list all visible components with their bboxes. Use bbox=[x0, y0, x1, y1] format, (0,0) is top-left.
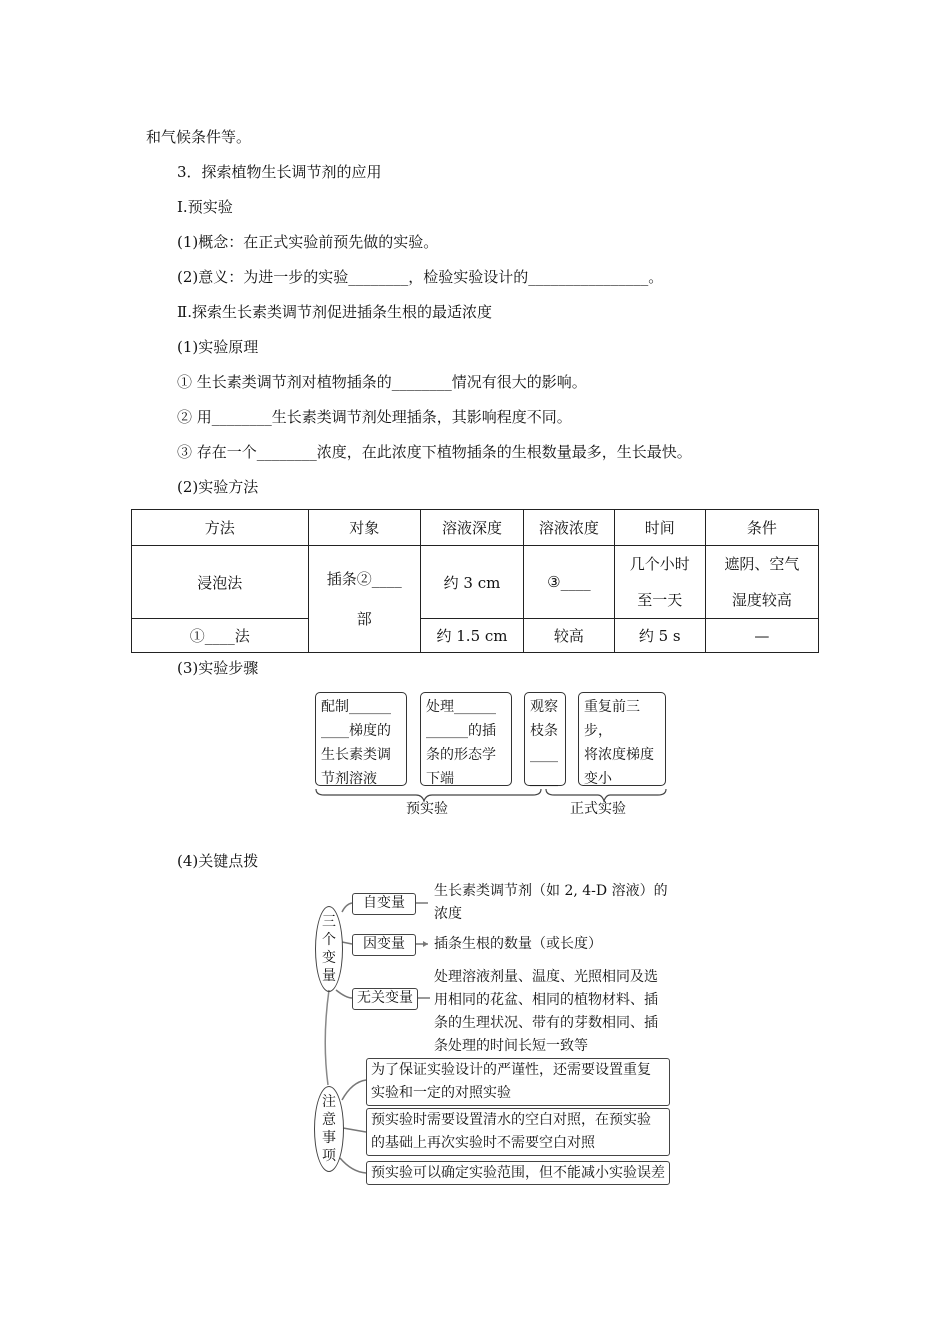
subsection-heading: Ⅱ.探索生长素类调节剂促进插条生根的最适浓度 bbox=[177, 303, 492, 321]
table-header: 时间 bbox=[614, 510, 705, 546]
three-variables-node: 三 个 变 量 bbox=[315, 906, 343, 992]
table-cell: — bbox=[705, 619, 818, 653]
formal-experiment-label: 正式实验 bbox=[570, 801, 626, 817]
table-header: 条件 bbox=[705, 510, 818, 546]
note-box: 为了保证实验设计的严谨性，还需要设置重复 实验和一定的对照实验 bbox=[366, 1058, 670, 1106]
text-line: ③ 存在一个________浓度，在此浓度下植物插条的生根数量最多，生长最快。 bbox=[177, 443, 692, 461]
text-line: 和气候条件等。 bbox=[146, 128, 252, 146]
step-box: 观察 枝条 ____ ____ bbox=[524, 692, 566, 786]
text-line: (2)意义：为进一步的实验________，检验实验设计的________________。 bbox=[177, 268, 664, 286]
pre-experiment-label: 预实验 bbox=[406, 801, 448, 817]
table-cell: ③____ bbox=[524, 546, 615, 619]
note-box: 预实验时需要设置清水的空白对照，在预实验 的基础上再次实验时不需要空白对照 bbox=[366, 1108, 670, 1156]
table-cell: 约 1.5 cm bbox=[420, 619, 523, 653]
note-box: 预实验可以确定实验范围，但不能减小实验误差 bbox=[366, 1161, 670, 1185]
notes-node: 注 意 事 项 bbox=[314, 1086, 344, 1172]
step-box: 配制______ ____梯度的 生长素类调 节剂溶液 bbox=[315, 692, 407, 786]
variable-box: 无关变量 bbox=[352, 988, 418, 1010]
text-line: (1)概念：在正式实验前预先做的实验。 bbox=[177, 233, 439, 251]
variable-box: 因变量 bbox=[352, 934, 416, 956]
table-cell: 插条②____ 部 bbox=[308, 546, 420, 653]
table-cell: 几个小时 至一天 bbox=[614, 546, 705, 619]
table-header: 方法 bbox=[132, 510, 309, 546]
subsection-heading: Ⅰ.预实验 bbox=[177, 198, 233, 216]
table-cell: 较高 bbox=[524, 619, 615, 653]
variable-description: 生长素类调节剂（如 2, 4-D 溶液）的 浓度 bbox=[434, 883, 668, 922]
step-box: 重复前三步， 将浓度梯度 变小 bbox=[578, 692, 666, 786]
variable-description: 插条生根的数量（或长度） bbox=[434, 936, 602, 952]
text-line: (2)实验方法 bbox=[177, 478, 259, 496]
table-cell: 约 5 s bbox=[614, 619, 705, 653]
table-cell: 浸泡法 bbox=[132, 546, 309, 619]
variable-box: 自变量 bbox=[352, 893, 416, 915]
text-line: ① 生长素类调节剂对植物插条的________情况有很大的影响。 bbox=[177, 373, 587, 391]
table-cell: 遮阴、空气 湿度较高 bbox=[705, 546, 818, 619]
text-line: (3)实验步骤 bbox=[177, 659, 259, 677]
table-header: 对象 bbox=[308, 510, 420, 546]
table-cell: ①____法 bbox=[132, 619, 309, 653]
text-line: (4)关键点拨 bbox=[177, 852, 259, 870]
table-header: 溶液深度 bbox=[420, 510, 523, 546]
table-header: 溶液浓度 bbox=[524, 510, 615, 546]
section-heading: 3．探索植物生长调节剂的应用 bbox=[177, 163, 382, 181]
table-cell: 约 3 cm bbox=[420, 546, 523, 619]
text-line: ② 用________生长素类调节剂处理插条，其影响程度不同。 bbox=[177, 408, 572, 426]
text-line: (1)实验原理 bbox=[177, 338, 259, 356]
step-box: 处理______ ______的插 条的形态学 下端 bbox=[420, 692, 512, 786]
variable-description: 处理溶液剂量、温度、光照相同及选 用相同的花盆、相同的植物材料、插 条的生理状况、带有的芽数相同、插 条处理的时间长短一致等 bbox=[434, 969, 658, 1054]
